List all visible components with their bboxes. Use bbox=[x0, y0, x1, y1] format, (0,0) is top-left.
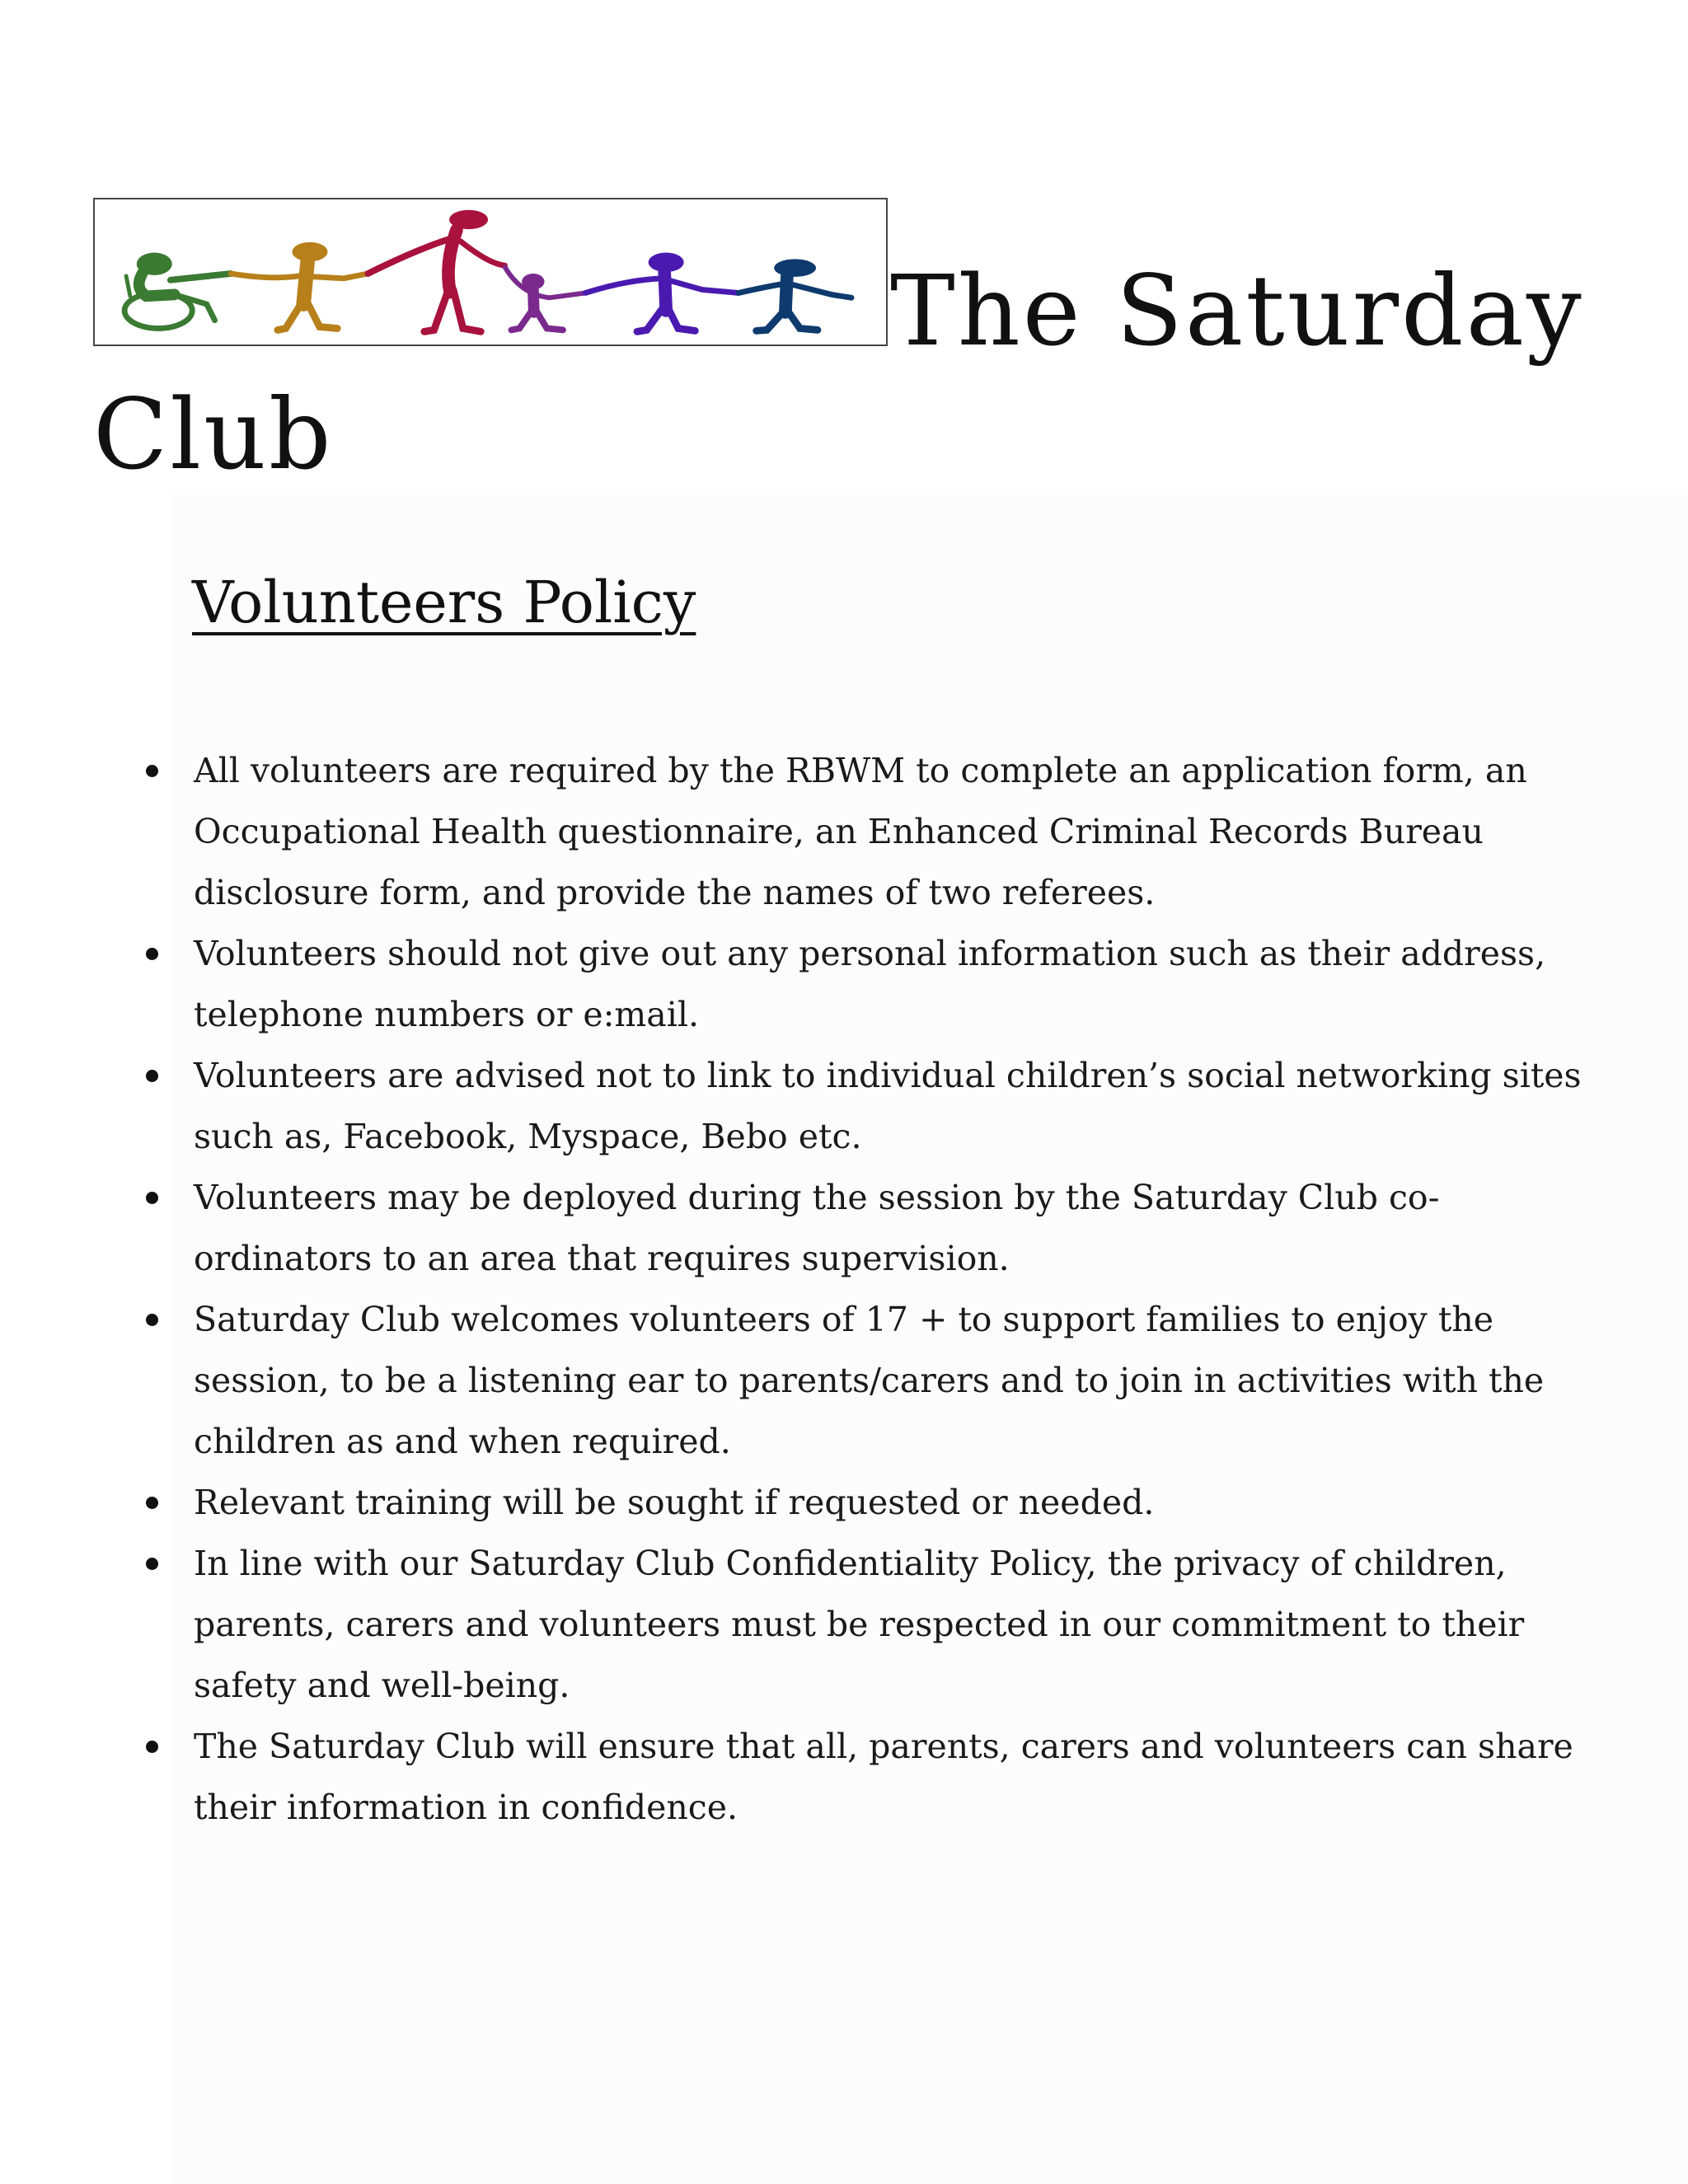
list-item-text: Volunteers should not give out any personal information such as their address, telephone numbers or e:mail. bbox=[194, 934, 1546, 1034]
list-item-text: All volunteers are required by the RBWM to complete an application form, an Occupational Health questionnaire, an Enhanced Criminal Records Bureau disclosure form, and provide the names of two referees. bbox=[194, 751, 1527, 912]
list-item-text: Volunteers are advised not to link to individual children’s social networking sites such as, Facebook, Myspace, Bebo etc. bbox=[194, 1056, 1582, 1156]
bullet-icon bbox=[146, 1497, 158, 1509]
bullet-icon bbox=[146, 1314, 158, 1326]
page-title-continued: Club bbox=[93, 377, 334, 491]
list-item bbox=[124, 1167, 1607, 1289]
holding-hands-figures-icon bbox=[95, 199, 886, 344]
bullet-icon bbox=[146, 948, 158, 960]
list-item-text: In line with our Saturday Club Confidentiality Policy, the privacy of children, parents, carers and volunteers must be respected in our commitment to their safety and well-being. bbox=[194, 1544, 1525, 1705]
policy-list bbox=[124, 740, 1607, 1838]
list-item-text: Saturday Club welcomes volunteers of 17 + to support families to enjoy the session, to be a listening ear to parents/carers and to join in activities with the children as and when required. bbox=[194, 1300, 1545, 1461]
bullet-icon bbox=[146, 1558, 158, 1570]
bullet-icon bbox=[146, 1070, 158, 1082]
list-item-text: Volunteers may be deployed during the session by the Saturday Club co-ordinators to an area that requires supervision. bbox=[194, 1178, 1440, 1278]
bullet-icon bbox=[146, 765, 158, 777]
list-item bbox=[124, 1045, 1607, 1167]
section-heading: Volunteers Policy bbox=[192, 569, 696, 636]
bullet-icon bbox=[146, 1741, 158, 1753]
club-logo bbox=[93, 198, 888, 346]
list-item-text: Relevant training will be sought if requested or needed. bbox=[194, 1483, 1155, 1522]
list-item bbox=[124, 1533, 1607, 1716]
list-item bbox=[124, 1716, 1607, 1838]
list-item bbox=[124, 923, 1607, 1045]
list-item bbox=[124, 1472, 1607, 1533]
page-title: The Saturday bbox=[890, 254, 1584, 368]
list-item bbox=[124, 740, 1607, 923]
bullet-icon bbox=[146, 1192, 158, 1204]
list-item-text: The Saturday Club will ensure that all, parents, carers and volunteers can share their information in confidence. bbox=[194, 1727, 1573, 1827]
list-item bbox=[124, 1289, 1607, 1472]
